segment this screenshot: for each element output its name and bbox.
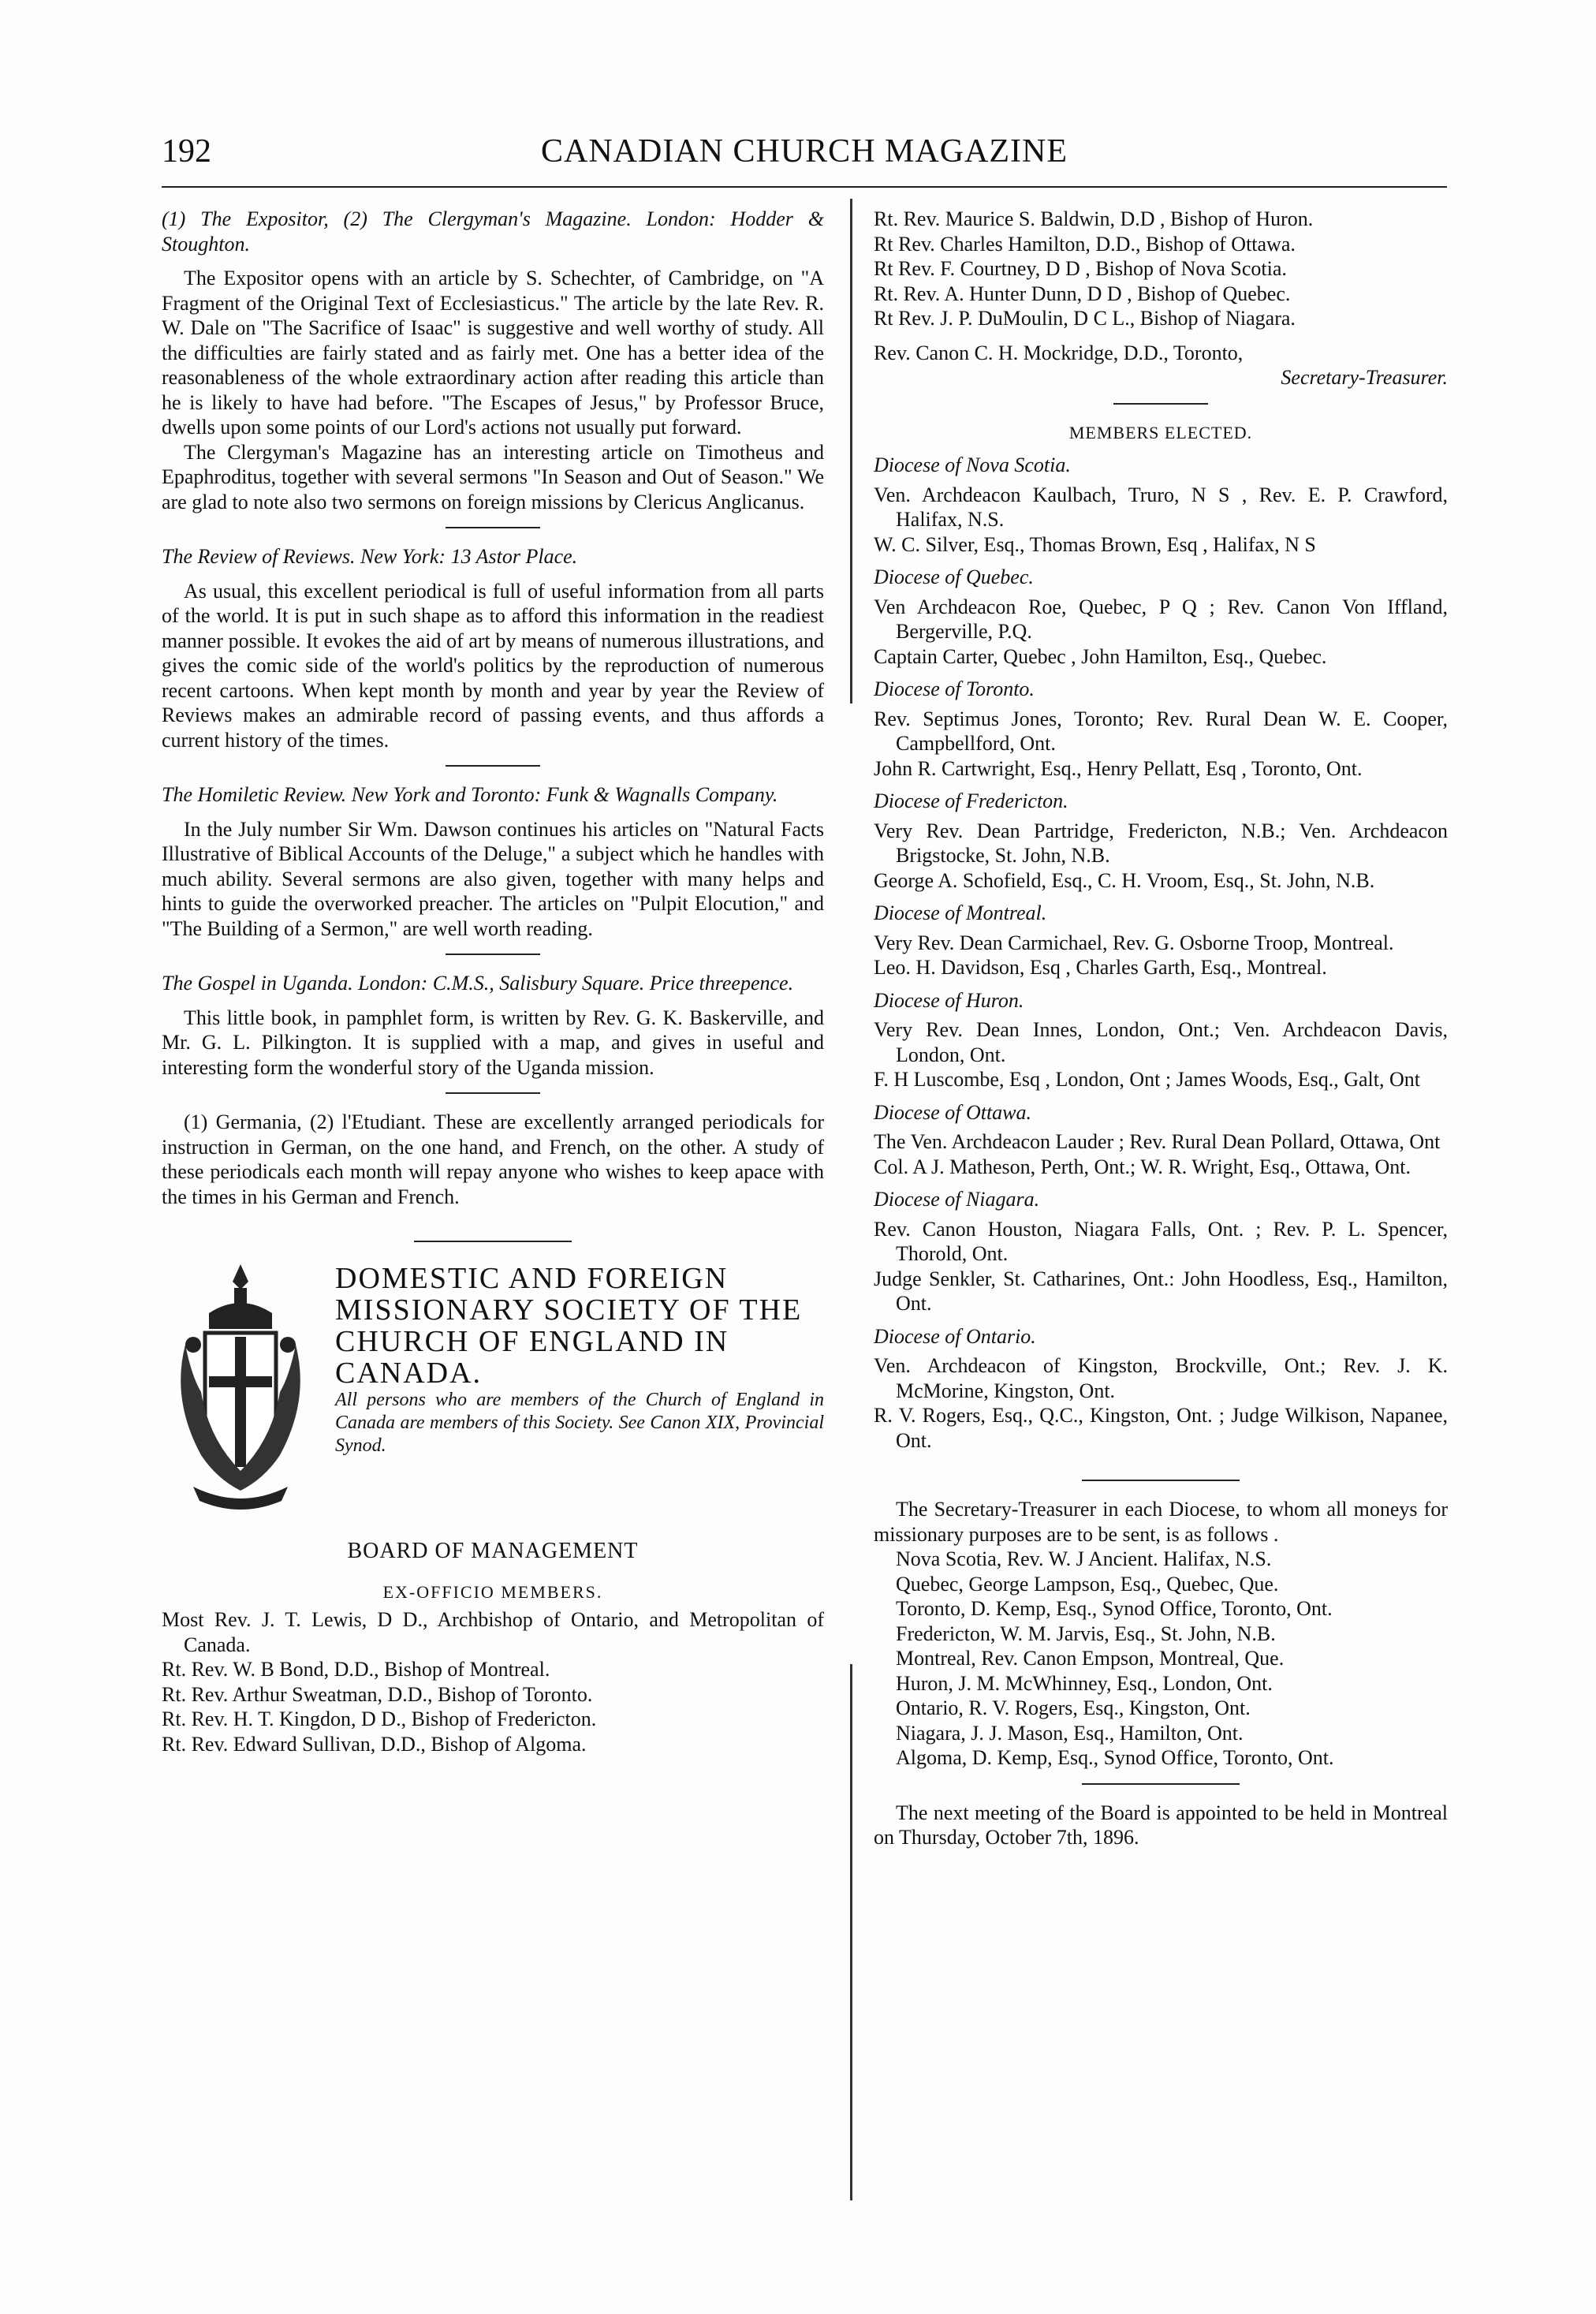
secretary-note: The Secretary-Treasurer in each Diocese, to whom all moneys for missionary purposes are to be sent, is as follows .: [874, 1498, 1448, 1546]
member-entry: Very Rev. Dean Innes, London, Ont.; Ven. Archdeacon Davis, London, Ont.: [874, 1018, 1448, 1066]
next-meeting-notice: The next meeting of the Board is appointed to be held in Montreal on Thursday, October 7th, 1896.: [874, 1801, 1448, 1849]
diocese-heading-quebec: Diocese of Quebec.: [874, 565, 1034, 588]
bishop-entry: Rt. Rev. Maurice S. Baldwin, D.D , Bishop of Huron.: [874, 207, 1314, 230]
magazine-title: CANADIAN CHURCH MAGAZINE: [541, 133, 1068, 170]
exofficio-member: Rt. Rev. H. T. Kingdon, D D., Bishop of Fredericton.: [162, 1708, 597, 1730]
treasurer-title: Secretary-Treasurer.: [1281, 366, 1448, 389]
separator: [1113, 403, 1208, 405]
member-entry: John R. Cartwright, Esq., Henry Pellatt, Esq , Toronto, Ont.: [874, 756, 1363, 780]
diocese-heading-ontario: Diocese of Ontario.: [874, 1324, 1036, 1348]
diocese-heading-huron: Diocese of Huron.: [874, 988, 1024, 1012]
exofficio-heading: EX-OFFICIO MEMBERS.: [382, 1581, 603, 1602]
exofficio-member: Rt. Rev. Arthur Sweatman, D.D., Bishop of Toronto.: [162, 1682, 593, 1706]
society-note: All persons who are members of the Church of England in Canada are members of this Society. See Canon XIX, Provincial Synod.: [335, 1390, 824, 1456]
treasurer-entry: Rev. Canon C. H. Mockridge, D.D., Toronto,: [874, 341, 1244, 364]
separator: [446, 765, 540, 767]
review-heading-homiletic: The Homiletic Review. New York and Toronto: Funk & Wagnalls Company.: [162, 783, 778, 806]
treasurer-rep: Ontario, R. V. Rogers, Esq., Kingston, Ont.: [896, 1696, 1251, 1719]
bishop-entry: Rt. Rev. A. Hunter Dunn, D D , Bishop of Quebec.: [874, 282, 1291, 305]
right-column: [874, 207, 1448, 1850]
left-column: [162, 207, 824, 1756]
exofficio-member: Rt. Rev. Edward Sullivan, D.D., Bishop of Algoma.: [162, 1732, 587, 1756]
treasurer-rep: Fredericton, W. M. Jarvis, Esq., St. John, N.B.: [896, 1622, 1276, 1645]
review-text: This little book, in pamphlet form, is written by Rev. G. K. Baskerville, and Mr. G. L. Pilkington. It is supplied with a map, and gives in useful and interesting form the wonderful story of the Uganda mission.: [162, 1006, 824, 1079]
diocese-heading-montreal: Diocese of Montreal.: [874, 901, 1047, 924]
treasurer-rep: Toronto, D. Kemp, Esq., Synod Office, Toronto, Ont.: [896, 1597, 1333, 1620]
member-entry: Captain Carter, Quebec , John Hamilton, Esq., Quebec.: [874, 644, 1327, 668]
member-entry: Col. A J. Matheson, Perth, Ont.; W. R. Wright, Esq., Ottawa, Ont.: [874, 1155, 1411, 1178]
header-rule: [162, 186, 1447, 188]
crest-icon: [162, 1258, 319, 1518]
board-heading: BOARD OF MANAGEMENT: [347, 1539, 639, 1563]
review-text: The Clergyman's Magazine has an interesting article on Timotheus and Epaphroditus, together with several sermons "In Season and Out of Season." We are glad to note also two sermons on foreign missions by Clericus Anglicanus.: [162, 440, 824, 513]
diocese-heading-toronto: Diocese of Toronto.: [874, 677, 1035, 700]
member-entry: Judge Senkler, St. Catharines, Ont.: John Hoodless, Esq., Hamilton, Ont.: [874, 1267, 1448, 1315]
society-block: [162, 1258, 824, 1518]
review-text: The Expositor opens with an article by S. Schechter, of Cambridge, on "A Fragment of the Original Text of Ecclesiasticus." The article by the late Rev. R. W. Dale on "The Sacrifice of Isaac" is suggestive and well worthy of study. All the difficulties are fairly stated and as fairly met. One has a better idea of the reasonableness of the whole extraordinary action after reading this article than he is likely to have had before. "The Escapes of Jesus," by Professor Bruce, dwells upon some points of our Lord's actions not usually put forward.: [162, 267, 824, 439]
member-entry: Leo. H. Davidson, Esq , Charles Garth, Esq., Montreal.: [874, 956, 1327, 979]
treasurer-rep: Algoma, D. Kemp, Esq., Synod Office, Toronto, Ont.: [896, 1746, 1334, 1769]
bishop-entry: Rt Rev. Charles Hamilton, D.D., Bishop of Ottawa.: [874, 232, 1296, 256]
review-text: In the July number Sir Wm. Dawson continues his articles on "Natural Facts Illustrative of Biblical Accounts of the Deluge," a subject which he handles with much ability. Several sermons are also given, together with many helps and hints to guide the overworked preacher. The articles on "Pulpit Elocution," and "The Building of a Sermon," are well worth reading.: [162, 817, 824, 940]
review-heading-uganda: The Gospel in Uganda. London: C.M.S., Salisbury Square. Price threepence.: [162, 972, 794, 995]
diocese-heading-ottawa: Diocese of Ottawa.: [874, 1100, 1032, 1124]
bishop-entry: Rt Rev. F. Courtney, D D , Bishop of Nova Scotia.: [874, 257, 1287, 280]
treasurer-rep: Huron, J. M. McWhinney, Esq., London, Ont.: [896, 1671, 1273, 1695]
society-title: DOMESTIC AND FOREIGN MISSIONARY SOCIETY OF THE CHURCH OF ENGLAND IN CANADA.: [335, 1262, 803, 1390]
diocese-heading-nova-scotia: Diocese of Nova Scotia.: [874, 453, 1071, 476]
page-number: 192: [162, 133, 211, 170]
member-entry: Very Rev. Dean Partridge, Fredericton, N.B.; Ven. Archdeacon Brigstocke, St. John, N.B.: [874, 819, 1448, 867]
separator: [446, 527, 540, 528]
separator: [446, 954, 540, 955]
member-entry: George A. Schofield, Esq., C. H. Vroom, Esq., St. John, N.B.: [874, 868, 1375, 892]
member-entry: Rev. Canon Houston, Niagara Falls, Ont. ; Rev. P. L. Spencer, Thorold, Ont.: [874, 1217, 1448, 1265]
column-divider: [850, 199, 852, 704]
diocesan-treasurers-list: [874, 1547, 1448, 1771]
page-header: [162, 132, 1447, 188]
review-text: As usual, this excellent periodical is full of useful information from all parts of the world. It is put in such shape as to afford this information in the readiest manner possible. It evokes the aid of art by means of numerous illustrations, and gives the comic side of the world's politics by the reproduction of numerous recent cartoons. When kept month by month and year by year the Review of Reviews makes an admirable record of passing events, and thus affords a current history of the times.: [162, 579, 824, 752]
members-heading: MEMBERS ELECTED.: [1068, 422, 1253, 442]
diocese-heading-fredericton: Diocese of Fredericton.: [874, 789, 1068, 812]
treasurer-rep: Nova Scotia, Rev. W. J Ancient. Halifax, N.S.: [896, 1547, 1272, 1570]
separator: [446, 1092, 540, 1094]
member-entry: Ven Archdeacon Roe, Quebec, P Q ; Rev. Canon Von Iffland, Bergerville, P.Q.: [874, 595, 1448, 643]
treasurer-rep: Montreal, Rev. Canon Empson, Montreal, Que.: [896, 1647, 1285, 1670]
member-entry: Ven. Archdeacon of Kingston, Brockville, Ont.; Rev. J. K. McMorine, Kingston, Ont.: [874, 1354, 1448, 1402]
member-entry: Rev. Septimus Jones, Toronto; Rev. Rural Dean W. E. Cooper, Campbellford, Ont.: [874, 707, 1448, 755]
review-text-germania: (1) Germania, (2) l'Etudiant. These are excellently arranged periodicals for instruction in German, on the one hand, and French, on the other. A study of these periodicals each month will repay anyone who wishes to keep apace with the times in his German and French.: [162, 1110, 824, 1208]
member-entry: R. V. Rogers, Esq., Q.C., Kingston, Ont. ; Judge Wilkison, Napanee, Ont.: [874, 1404, 1448, 1452]
member-entry: The Ven. Archdeacon Lauder ; Rev. Rural Dean Pollard, Ottawa, Ont: [874, 1130, 1441, 1153]
review-heading-expositor: (1) The Expositor, (2) The Clergyman's Magazine. London: Hodder & Stoughton.: [162, 207, 824, 256]
separator: [1082, 1480, 1240, 1481]
exofficio-member: Most Rev. J. T. Lewis, D D., Archbishop of Ontario, and Metropolitan of Canada.: [162, 1608, 824, 1656]
member-entry: Very Rev. Dean Carmichael, Rev. G. Osborne Troop, Montreal.: [874, 931, 1394, 954]
treasurer-rep: Quebec, George Lampson, Esq., Quebec, Que.: [896, 1572, 1279, 1596]
diocese-heading-niagara: Diocese of Niagara.: [874, 1188, 1040, 1211]
member-entry: W. C. Silver, Esq., Thomas Brown, Esq , Halifax, N S: [874, 532, 1316, 556]
treasurer-rep: Niagara, J. J. Mason, Esq., Hamilton, Ont.: [896, 1721, 1244, 1745]
exofficio-member: Rt. Rev. W. B Bond, D.D., Bishop of Montreal.: [162, 1658, 550, 1681]
bishop-entry: Rt Rev. J. P. DuMoulin, D C L., Bishop of Niagara.: [874, 307, 1296, 330]
separator: [1082, 1783, 1240, 1785]
review-heading-review-of-reviews: The Review of Reviews. New York: 13 Astor Place.: [162, 545, 578, 568]
column-divider-lower: [850, 1664, 852, 2200]
member-entry: Ven. Archdeacon Kaulbach, Truro, N S , Rev. E. P. Crawford, Halifax, N.S.: [874, 483, 1448, 531]
member-entry: F. H Luscombe, Esq , London, Ont ; James Woods, Esq., Galt, Ont: [874, 1068, 1420, 1091]
separator: [414, 1241, 572, 1242]
